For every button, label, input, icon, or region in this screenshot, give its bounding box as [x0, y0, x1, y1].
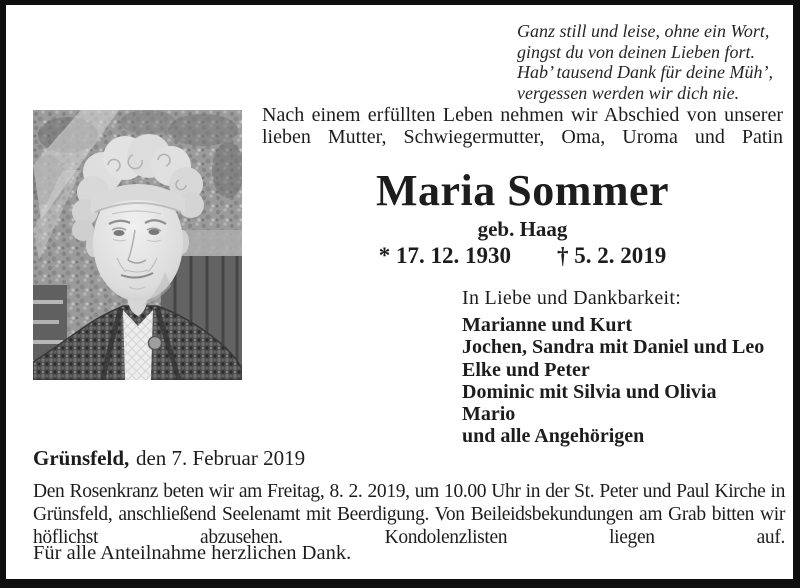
- poem-line: Hab’ tausend Dank für deine Müh’,: [517, 62, 773, 82]
- poem-line: vergessen werden wir dich nie.: [517, 82, 740, 103]
- obituary-paper: [6, 5, 793, 579]
- mourner-line: Mario: [462, 403, 516, 426]
- poem-line: Ganz still und leise, ohne ein Wort,: [517, 21, 770, 41]
- mourner-line: Elke und Peter: [462, 358, 590, 381]
- portrait-photo: [33, 110, 242, 380]
- mourner-line: Jochen, Sandra mit Daniel und Leo: [462, 336, 765, 359]
- maiden-name: geb. Haag: [477, 217, 568, 241]
- mourner-line: Marianne und Kurt: [462, 314, 633, 336]
- funeral-information: Den Rosenkranz beten wir am Freitag, 8. 2. 2019, um 10.00 Uhr in der St. Peter und Paul Kirche in Grünsfeld, anschließend Seelenamt mit Beerdigung. Von Beileidsbekundungen am Grab bitten wir höflichst abzusehen. Kondolenzlisten liegen auf.: [33, 481, 785, 548]
- notice-date: den 7. Februar 2019: [135, 446, 306, 470]
- place-date-line: [33, 446, 305, 471]
- poem-line: gingst du von deinen Lieben fort.: [517, 41, 755, 62]
- mourner-line: Dominic mit Silvia und Olivia: [462, 380, 717, 403]
- intro-text: Nach einem erfüllten Leben nehmen wir Abschied von unserer lieben Mutter, Schwiegermutter, Oma, Uroma und Patin: [262, 104, 783, 148]
- death-date: † 5. 2. 2019: [557, 243, 667, 268]
- life-dates: [262, 243, 783, 269]
- birth-date: * 17. 12. 1930: [378, 243, 511, 268]
- mourner-line: und alle Angehörigen: [462, 425, 645, 448]
- memorial-poem: [517, 21, 783, 103]
- mourners-list: [462, 314, 764, 448]
- thanks-line: Für alle Anteilnahme herzlichen Dank.: [33, 542, 352, 564]
- mourning-intro: In Liebe und Dankbarkeit:: [462, 287, 682, 309]
- deceased-name: Maria Sommer: [375, 166, 670, 215]
- place-name: Grünsfeld,: [33, 446, 130, 470]
- portrait-photo-illustration: [33, 110, 242, 380]
